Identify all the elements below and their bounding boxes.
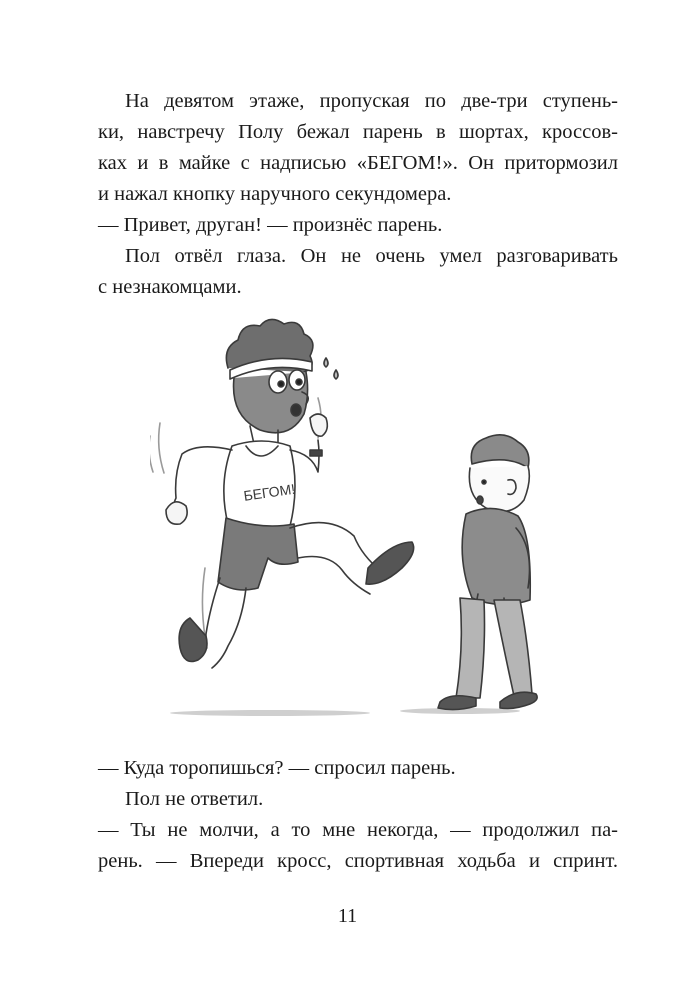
paul-figure (438, 435, 537, 710)
running-boy-figure (150, 319, 414, 668)
text-line: Пол отвёл глаза. Он не очень умел разговаривать (125, 245, 618, 267)
text-line: и нажал кнопку наручного секундомера. (98, 183, 452, 205)
text-line: ки, навстречу Полу бежал парень в шортах, кроссов- (98, 121, 618, 143)
text-line: с незнакомцами. (98, 276, 242, 298)
dialogue-line: — Привет, друган! — произнёс парень. (98, 214, 443, 236)
dialogue-line: — Куда торопишься? — спросил парень. (98, 757, 456, 779)
illustration (150, 318, 570, 728)
text-line: На девятом этаже, пропуская по две-три ступень- (125, 90, 618, 112)
ground-shadow (170, 710, 370, 716)
text-line: Пол не ответил. (125, 788, 264, 810)
dialogue-line: — Ты не молчи, а то мне некогда, — продолжил па- (98, 819, 618, 841)
bottom-text (98, 753, 618, 877)
text-line: ках и в майке с надписью «БЕГОМ!». Он притормозил (98, 152, 618, 174)
page-number: 11 (337, 905, 358, 927)
text-line: рень. — Впереди кросс, спортивная ходьба и спринт. (98, 850, 618, 872)
shirt-text: БЕГОМ! (242, 480, 297, 504)
top-text (98, 86, 618, 303)
